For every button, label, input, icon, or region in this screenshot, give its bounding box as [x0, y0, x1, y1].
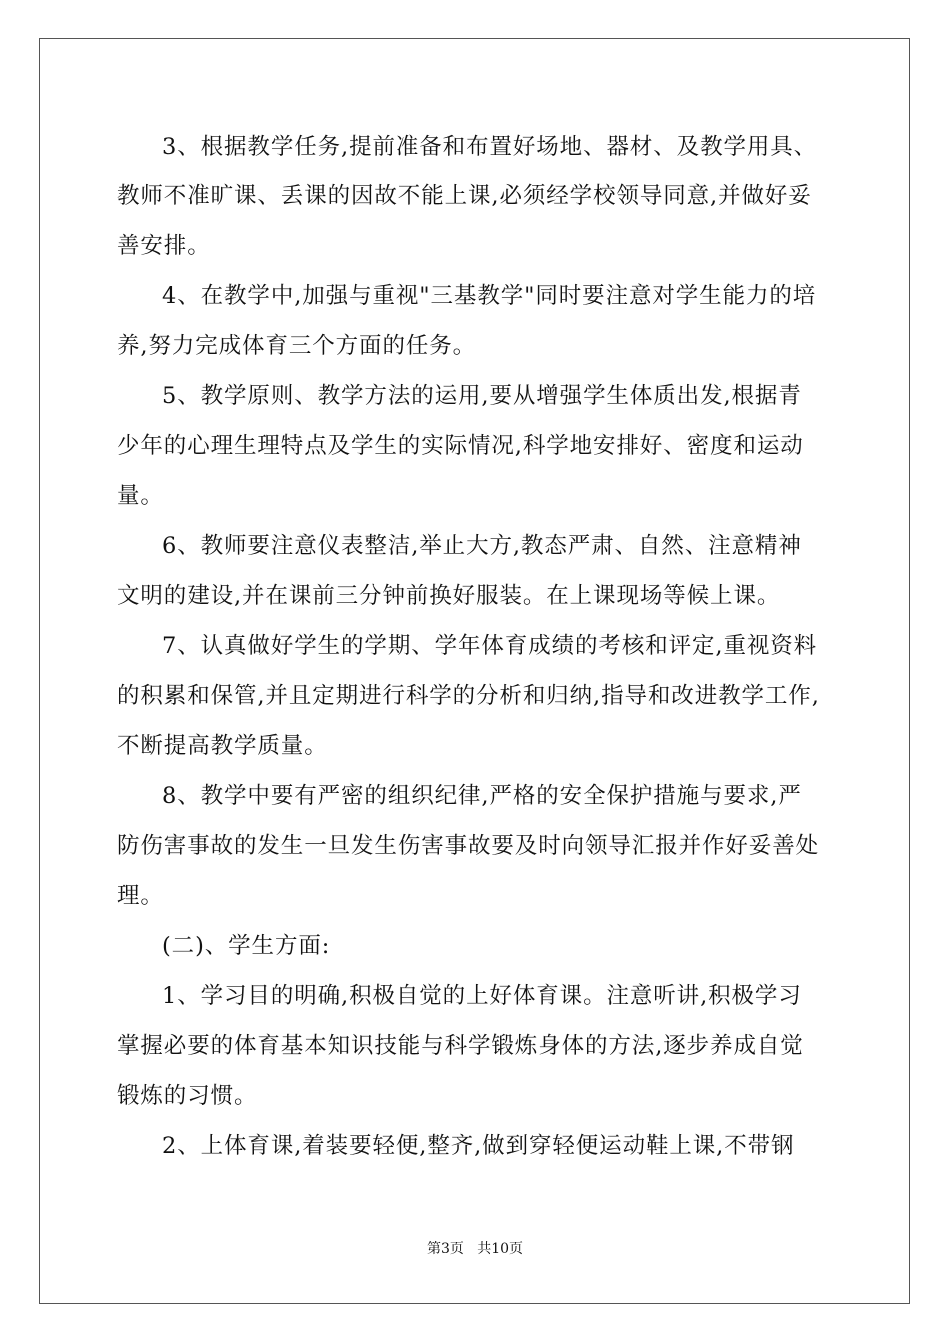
text-line: 理。: [117, 883, 164, 909]
text-line: 5、教学原则、教学方法的运用,要从增强学生体质出发,根据青: [162, 383, 802, 409]
text-line: 文明的建设,并在课前三分钟前换好服装。在上课现场等候上课。: [117, 583, 781, 609]
text-line: 少年的心理生理特点及学生的实际情况,科学地安排好、密度和运动: [117, 433, 804, 459]
text-line: 量。: [117, 483, 164, 509]
text-line: 6、教师要注意仪表整洁,举止大方,教态严肃、自然、注意精神: [162, 533, 802, 559]
text-line: 教师不准旷课、丢课的因故不能上课,必须经学校领导同意,并做好妥: [117, 183, 812, 209]
text-line: 3、根据教学任务,提前准备和布置好场地、器材、及教学用具、: [162, 134, 818, 160]
text-line: 的积累和保管,并且定期进行科学的分析和归纳,指导和改进教学工作,: [117, 683, 820, 709]
text-line: 4、在教学中,加强与重视"三基教学"同时要注意对学生能力的培: [162, 283, 817, 309]
text-line: 养,努力完成体育三个方面的任务。: [117, 333, 477, 359]
text-line: 1、学习目的明确,积极自觉的上好体育课。注意听讲,积极学习: [162, 983, 802, 1009]
text-line: 7、认真做好学生的学期、学年体育成绩的考核和评定,重视资料: [162, 633, 818, 659]
page-border: [39, 38, 910, 1304]
text-line: 不断提高教学质量。: [117, 733, 328, 759]
section-heading: (二)、学生方面:: [162, 933, 331, 959]
text-line: 掌握必要的体育基本知识技能与科学锻炼身体的方法,逐步养成自觉: [117, 1033, 804, 1059]
page-number: 第3页 共10页: [426, 1241, 524, 1257]
text-line: 善安排。: [117, 233, 211, 259]
text-line: 锻炼的习惯。: [117, 1083, 258, 1109]
text-line: 8、教学中要有严密的组织纪律,严格的安全保护措施与要求,严: [162, 783, 802, 809]
text-line: 2、上体育课,着装要轻便,整齐,做到穿轻便运动鞋上课,不带钢: [162, 1133, 795, 1159]
text-line: 防伤害事故的发生一旦发生伤害事故要及时向领导汇报并作好妥善处: [117, 833, 820, 859]
